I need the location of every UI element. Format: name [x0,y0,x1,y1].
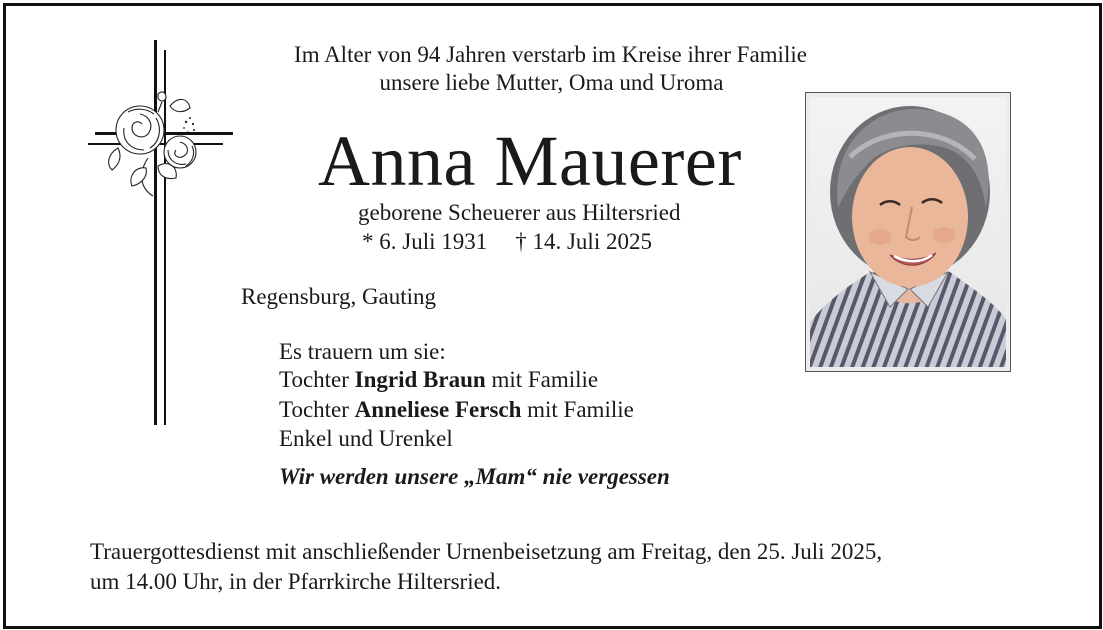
mourner-name: Ingrid Braun [354,367,486,392]
mourners-others: Enkel und Urenkel [279,426,453,451]
portrait-image [810,97,1006,367]
intro-line-2: unsere liebe Mutter, Oma und Uroma [379,70,724,95]
mourner-name: Anneliese Fersch [354,397,522,422]
roses-icon [98,88,208,198]
intro-line-1: Im Alter von 94 Jahren verstarb im Kreise ihrer Familie [294,42,807,67]
service-line-2: um 14.00 Uhr, in der Pfarrkirche Hiltersried. [90,569,502,594]
birth-name: geborene Scheuerer aus Hiltersried [358,200,681,225]
life-dates [362,229,652,255]
portrait-drawing [810,97,1006,367]
portrait-photo [805,92,1011,372]
mourner-line [279,397,634,423]
birth-date: * 6. Juli 1931 [362,229,488,254]
mourner-suffix: mit Familie [521,397,634,422]
mourners-intro: Es trauern um sie: [279,339,446,364]
mourner-relation: Tochter [279,367,355,392]
memorial-quote: Wir werden unsere „Mam“ nie vergessen [279,464,670,489]
mourner-suffix: mit Familie [485,367,599,392]
place-line: Regensburg, Gauting [241,284,437,309]
death-date: † 14. Juli 2025 [515,229,652,254]
mourner-line [279,367,598,393]
mourner-relation: Tochter [279,397,355,422]
deceased-name: Anna Mauerer [318,121,742,201]
service-line-1: Trauergottesdienst mit anschließender Urnenbeisetzung am Freitag, den 25. Juli 2025, [90,539,883,564]
